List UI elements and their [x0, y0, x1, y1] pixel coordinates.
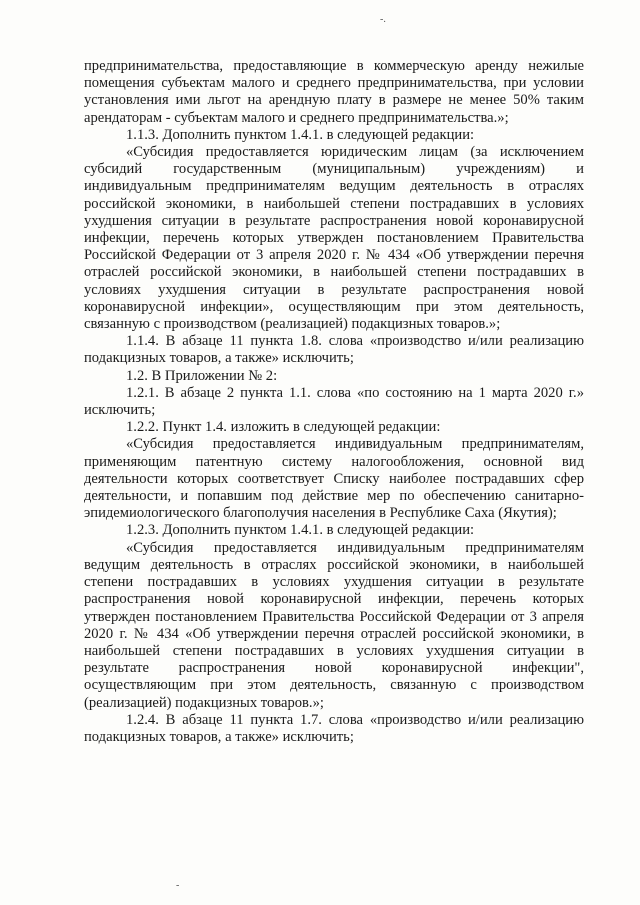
- paragraph-1-4-1-text: «Субсидия предоставляется юридическим лицам (за исключением субсидий государственным (муниципальным) учреждениям) и индивидуальным предпринимателям ведущим деятельность в отраслях российской экономики, в наибольшей степени пострадавших в условиях ухудшения ситуации в результате распространения новой коронавирусной инфекции, перечень которых утвержден постановлением Правительства Российской Федерации от 3 апреля 2020 г. № 434 «Об утверждении перечня отраслей российской экономики, в наибольшей степени пострадавших в условиях ухудшения ситуации в результате распространения новой коронавирусной инфекции», осуществляющим при этом деятельность, связанную с производством (реализацией) подакцизных товаров.»;: [84, 144, 584, 333]
- document-body: [84, 58, 584, 746]
- paragraph-1-2-2-heading: 1.2.2. Пункт 1.4. изложить в следующей редакции:: [126, 419, 441, 436]
- paragraph-1-1-4: 1.1.4. В абзаце 11 пункта 1.8. слова «производство и/или реализацию подакцизных товаров, а также» исключить;: [84, 333, 584, 367]
- paragraph-1-2-heading: 1.2. В Приложении № 2:: [126, 367, 278, 384]
- scan-mark-bottom: -: [176, 880, 180, 891]
- paragraph-continuation: предпринимательства, предоставляющие в коммерческую аренду нежилые помещения субъектам малого и среднего предпринимательства, при условии установления ими льгот на арендную плату в размере не менее 50% таким арендаторам - субъектам малого и среднего предпринимательства.»;: [84, 58, 584, 126]
- paragraph-1-4-text: «Субсидия предоставляется индивидуальным предпринимателям, применяющим патентную систему налогообложения, основной вид деятельности которых соответствует Списку наиболее пострадавших сфер деятельности, и попавшим под действие мер по обеспечению санитарно-эпидемиологического благополучия населения в Республике Саха (Якутия);: [84, 436, 584, 522]
- paragraph-1-2-1: 1.2.1. В абзаце 2 пункта 1.1. слова «по состоянию на 1 марта 2020 г.» исключить;: [84, 384, 584, 419]
- paragraph-1-2-4: 1.2.4. В абзаце 11 пункта 1.7. слова «производство и/или реализацию подакцизных товаров, а также» исключить;: [84, 711, 584, 745]
- paragraph-1-2-3-heading: 1.2.3. Дополнить пунктом 1.4.1. в следующей редакции:: [126, 522, 475, 539]
- paragraph-1-1-3-heading: 1.1.3. Дополнить пунктом 1.4.1. в следующей редакции:: [126, 126, 475, 143]
- scan-mark-top: -.: [380, 14, 386, 25]
- paragraph-1-4-1-ip-text: «Субсидия предоставляется индивидуальным предпринимателям ведущим деятельность в отраслях российской экономики, в наибольшей степени пострадавших в условиях ухудшения ситуации в результате распространения новой коронавирусной инфекции, перечень которых утвержден постановлением Правительства Российской Федерации от 3 апреля 2020 г. № 434 «Об утверждении перечня отраслей российской экономики, в наибольшей степени пострадавших в условиях ухудшения ситуации в результате распространения новой коронавирусной инфекции", осуществляющим при этом деятельность, связанную с производством (реализацией) подакцизных товаров.»;: [84, 539, 584, 711]
